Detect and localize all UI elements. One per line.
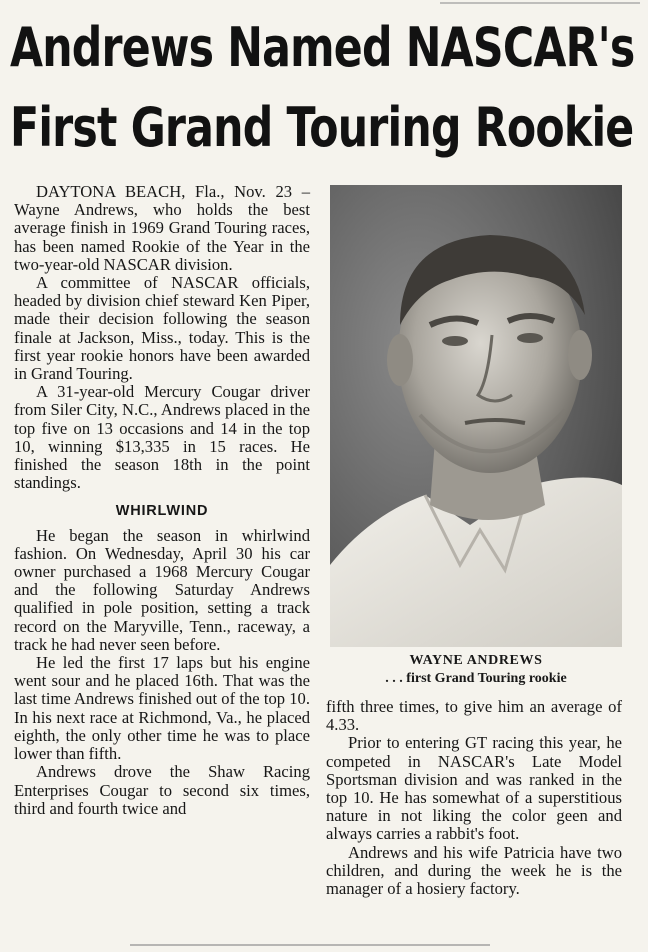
article-paragraph: He led the first 17 laps but his engine went sour and he placed 16th. That was the last time Andrews finished out of the top 10. In his next race at Richmond, Va., he placed eighth, the only other time he was to place lower than fifth. xyxy=(14,653,310,764)
caption-subtitle: . . . first Grand Touring rookie xyxy=(385,671,567,686)
headline xyxy=(10,8,635,168)
photo-caption xyxy=(330,652,622,688)
driver-photo xyxy=(330,185,622,647)
article-paragraph: Andrews and his wife Patricia have two children, and during the week he is the manager of a hosiery factory. xyxy=(326,842,622,899)
caption-name: WAYNE ANDREWS xyxy=(409,653,543,668)
article-paragraph-continued: fifth three times, to give him an average of 4.33. xyxy=(326,697,622,735)
article-column-right xyxy=(326,698,622,898)
clipping-top-rule xyxy=(440,2,640,4)
headline-line-2: First Grand Touring Rookie xyxy=(10,96,634,159)
article-paragraph: DAYTONA BEACH, Fla., Nov. 23 – Wayne Andrews, who holds the best average finish in 1969 Grand Touring races, has been named Rookie of the Year in the two-year-old NASCAR division. xyxy=(14,182,310,274)
article-paragraph: Prior to entering GT racing this year, he competed in NASCAR's Late Model Sportsman division and was ranked in the top 10. He has somewhat of a superstitious nature in not liking the color geen and always carries a rabbit's foot. xyxy=(326,733,622,844)
article-paragraph: A 31-year-old Mercury Cougar driver from Siler City, N.C., Andrews placed in the top five on 13 occasions and 14 in the top 10, winning $13,335 in 15 races. He finished the season 18th in the point standings. xyxy=(14,382,310,493)
article-paragraph: A committee of NASCAR officials, headed by division chief steward Ken Piper, made their decision following the season finale at Jackson, Miss., today. This is the first year rookie honors have been awarded in Grand Touring. xyxy=(14,273,310,384)
subhead: WHIRLWIND xyxy=(115,503,209,520)
article-paragraph: Andrews drove the Shaw Racing Enterprises Cougar to second six times, third and fourth twice and xyxy=(14,762,310,818)
article-paragraph: He began the season in whirlwind fashion. On Wednesday, April 30 his car owner purchased a 1968 Mercury Cougar and the following Saturday Andrews qualified in pole position, setting a track record on the Maryville, Tenn., raceway, a track he had never seen before. xyxy=(14,525,310,654)
clipping-bottom-rule xyxy=(130,944,490,946)
headline-line-1: Andrews Named NASCAR's xyxy=(10,16,635,79)
portrait-image xyxy=(330,185,622,647)
article-column-left xyxy=(14,183,310,818)
